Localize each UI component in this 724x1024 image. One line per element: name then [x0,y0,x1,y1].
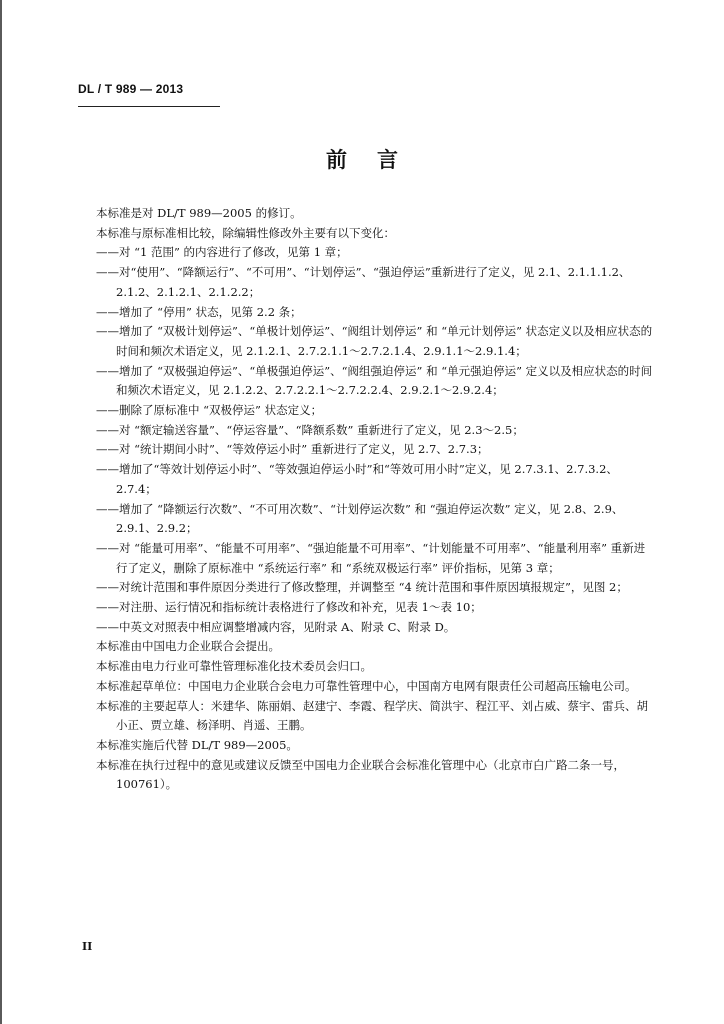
change-item: ——增加了 “双极计划停运”、“单极计划停运”、“阀组计划停运” 和 “单元计划停运” 状态定义以及相应状态的时间和频次术语定义，见 2.1.2.1、2.7.2.1.1～2.7.2.1.4、2.9.1.1～2.9.1.4； [96,324,653,358]
change-item: ——对统计范围和事件原因分类进行了修改整理，并调整至 “4 统计范围和事件原因填报规定”，见图 2； [96,580,628,595]
change-item: ——对 “统计期间小时”、“等效停运小时” 重新进行了定义，见 2.7、2.7.3； [96,442,489,457]
paragraph-proposer: 本标准由中国电力企业联合会提出。 [96,639,280,654]
change-item: ——增加了 “停用” 状态，见第 2.2 条； [96,304,302,319]
paragraph-drafters: 本标准的主要起草人：米建华、陈丽娟、赵建宁、李霞、程学庆、简洪宇、程江平、刘占威、蔡宇、雷兵、胡小正、贾立雄、杨泽明、肖遥、王鹏。 [96,698,648,733]
change-item: ——增加了“等效计划停运小时”、“等效强迫停运小时”和“等效可用小时”定义，见 2.7.3.1、2.7.3.2、2.7.4； [96,462,618,496]
change-item: ——中英文对照表中相应调整增减内容，见附录 A、附录 C、附录 D。 [96,619,456,634]
paragraph-changes-intro: 本标准与原标准相比较，除编辑性修改外主要有以下变化： [96,225,395,240]
foreword-body [96,204,656,795]
header-rule [78,106,220,107]
change-item: ——增加了 “双极强迫停运”、“单极强迫停运”、“阀组强迫停运” 和 “单元强迫停运” 定义以及相应状态的时间和频次术语定义，见 2.1.2.2、2.7.2.2.1～2.7.2.2.4、2.9.2.1～2.9.2.4； [96,363,653,398]
change-item: ——对注册、运行情况和指标统计表格进行了修改和补充，见表 1～表 10； [96,600,482,615]
paragraph-committee: 本标准由电力行业可靠性管理标准化技术委员会归口。 [96,659,372,674]
standard-code: DL / T 989 — 2013 [78,82,184,96]
paragraph-drafting-unit: 本标准起草单位：中国电力企业联合会电力可靠性管理中心，中国南方电网有限责任公司超高压输电公司。 [96,678,637,693]
change-item: ——对“使用”、“降额运行”、“不可用”、“计划停运”、“强迫停运”重新进行了定义，见 2.1、2.1.1.1.2、2.1.2、2.1.2.1、2.1.2.2； [96,265,631,299]
paragraph-replaces: 本标准实施后代替 DL/T 989—2005。 [96,737,298,752]
change-item: ——删除了原标准中 “双极停运” 状态定义； [96,403,323,418]
change-item: ——对 “额定输送容量”、“停运容量”、“降额系数” 重新进行了定义，见 2.3～2.5； [96,422,524,437]
paragraph-intro: 本标准是对 DL/T 989—2005 的修订。 [96,206,302,220]
change-item: ——增加了 “降额运行次数”、“不可用次数”、“计划停运次数” 和 “强迫停运次数” 定义，见 2.8、2.9、2.9.1、2.9.2； [96,501,624,536]
page-title: 前言 [326,147,428,172]
change-item: ——对 “能量可用率”、“能量不可用率”、“强迫能量不可用率”、“计划能量不可用率”、“能量利用率” 重新进行了定义，删除了原标准中 “系统运行率” 和 “系统双极运行率” 评价指标，见第 3 章； [96,540,646,575]
change-item: ——对 “1 范围” 的内容进行了修改，见第 1 章； [96,245,348,260]
page-number: II [82,940,93,953]
paragraph-feedback: 本标准在执行过程中的意见或建议反馈至中国电力企业联合会标准化管理中心（北京市白广路二条一号，100761）。 [96,757,625,792]
